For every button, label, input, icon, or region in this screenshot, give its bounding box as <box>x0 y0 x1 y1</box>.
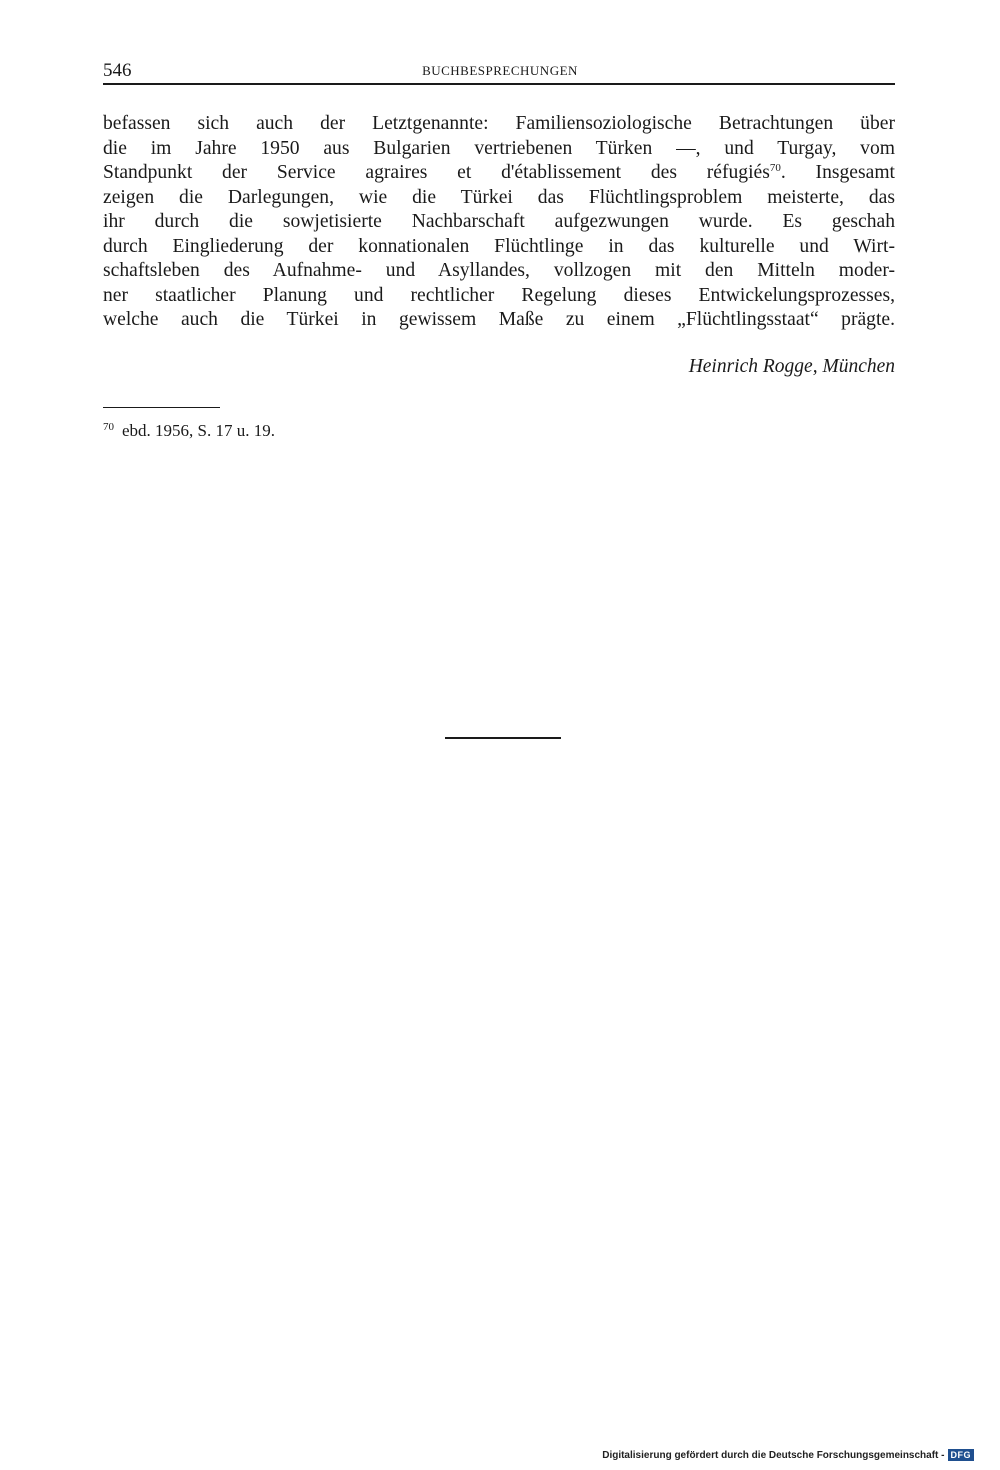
body-line-text: Standpunkt der Service agraires et d'établissement des réfugiés <box>103 162 770 183</box>
page-number: 546 <box>103 60 132 81</box>
body-line: schaftsleben des Aufnahme- und Asyllandes, vollzogen mit den Mitteln moder- <box>103 260 895 281</box>
body-line: durch Eingliederung der konnationalen Flüchtlinge in das kulturelle und Wirt- <box>103 235 895 257</box>
body-line: die im Jahre 1950 aus Bulgarien vertriebenen Türken —, und Turgay, vom <box>103 137 895 159</box>
footnote-reference[interactable]: 70 <box>769 162 781 174</box>
digitization-note <box>602 1449 974 1461</box>
dfg-logo: DFG <box>948 1449 975 1461</box>
body-line: welche auch die Türkei in gewissem Maße zu einem „Flüchtlingsstaat“ prägte. <box>103 309 895 330</box>
footnote <box>103 421 275 441</box>
body-line <box>103 161 895 186</box>
signature: Heinrich Rogge, München <box>688 356 895 377</box>
body-line: zeigen die Darlegungen, wie die Türkei das Flüchtlingsproblem meisterte, das <box>103 186 895 208</box>
body-line: ihr durch die sowjetisierte Nachbarschaft aufgezwungen wurde. Es geschah <box>103 211 895 232</box>
body-line: ner staatlicher Planung und rechtlicher Regelung dieses Entwickelungsprozesses, <box>103 284 895 306</box>
body-line: befassen sich auch der Letztgenannte: Familiensoziologische Betrachtungen über <box>103 113 895 134</box>
digitization-text: Digitalisierung gefördert durch die Deutsche Forschungsgemeinschaft - <box>602 1449 945 1461</box>
footnote-rule <box>103 407 220 408</box>
body-line-tail: . Insgesamt <box>780 162 895 183</box>
body-text <box>103 112 895 333</box>
running-head: BUCHBESPRECHUNGEN <box>422 63 578 78</box>
header-rule <box>103 83 895 85</box>
footnote-mark: 70 <box>103 421 114 433</box>
footnote-text: ebd. 1956, S. 17 u. 19. <box>122 421 275 440</box>
end-of-review-rule <box>445 737 561 739</box>
